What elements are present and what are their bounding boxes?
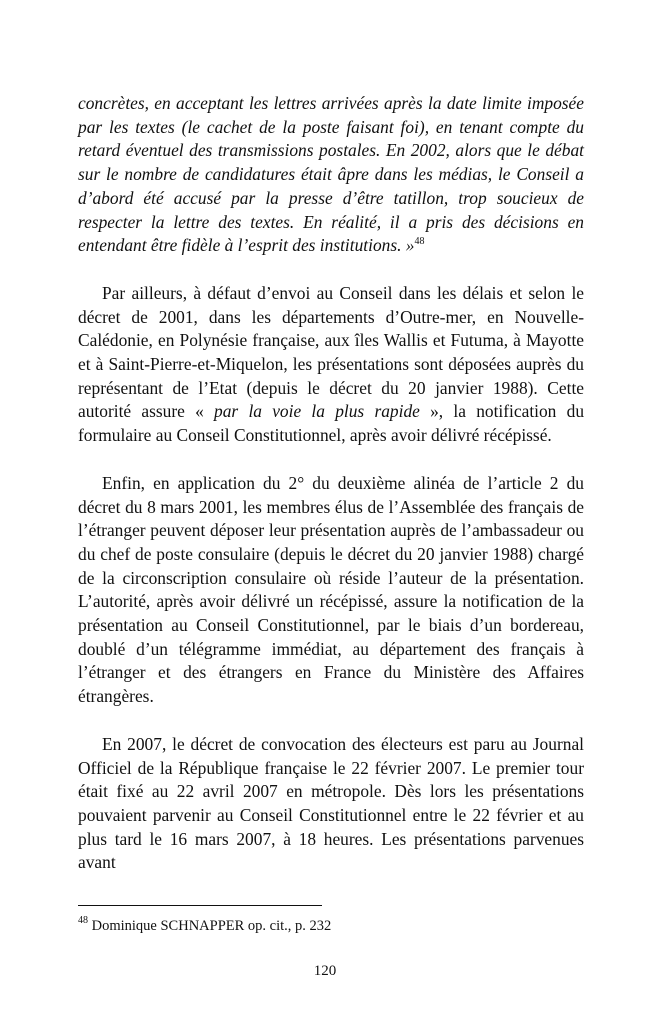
paragraph-2007 (78, 733, 584, 875)
footnote-number: 48 (78, 915, 88, 926)
emphasis-text: par la voie la plus rapide (214, 401, 420, 422)
paragraph-outre-mer (78, 282, 584, 448)
quote-paragraph (78, 92, 584, 258)
footnote-reference[interactable]: 48 (414, 236, 425, 248)
paragraph-text: », la notification du formulaire au Conseil Constitutionnel, après avoir délivré récépissé. (78, 401, 585, 446)
paragraph-etranger (78, 472, 584, 709)
footnote-separator (78, 905, 322, 906)
page-body (78, 92, 584, 875)
paragraph-text: Enfin, en application du 2° du deuxième alinéa de l’article 2 du décret du 8 mars 2001, les membres élus de l’Assemblée des français de l’étranger peuvent déposer leur présentation auprès de l’ambassadeur ou du chef de poste consulaire (depuis le décret du 20 janvier 1988) chargé de la circonscription consulaire où réside l’auteur de la présentation. L’autorité, après avoir délivré un récépissé, assure la notification de la présentation au Conseil Constitutionnel, par le biais d’un bordereau, doublé d’un télégramme immédiat, au département des français à l’étranger et des étrangers en France du Ministère des Affaires étrangères. (78, 472, 584, 707)
page-number: 120 (313, 963, 337, 979)
paragraph-text: Par ailleurs, à défaut d’envoi au Conseil dans les délais et selon le décret de 2001, dans les départements d’Outre-mer, en Nouvelle-Calédonie, en Polynésie française, aux îles Wallis et Futuma, à Mayotte et à Saint-Pierre-et-Miquelon, les présentations sont déposées auprès du représentant de l’Etat (depuis le décret du 20 janvier 1988). Cette autorité assure « (78, 282, 584, 422)
paragraph-text: En 2007, le décret de convocation des électeurs est paru au Journal Officiel de la République française le 22 février 2007. Le premier tour était fixé au 22 avril 2007 en métropole. Dès lors les présentations pouvaient parvenir au Conseil Constitutionnel entre le 22 février et au plus tard le 16 mars 2007, à 18 heures. Les présentations parvenues avant (78, 733, 584, 873)
footnote (78, 917, 331, 935)
footnote-text: Dominique SCHNAPPER op. cit., p. 232 (88, 918, 332, 934)
quote-text: concrètes, en acceptant les lettres arrivées après la date limite imposée par les textes (le cachet de la poste faisant foi), en tenant compte du retard éventuel des transmissions postales. En 2002, alors que le débat sur le nombre de candidatures était âpre dans les médias, le Conseil a d’abord été accusé par la presse d’être tatillon, trop soucieux de respecter la lettre des textes. En réalité, il a pris des décisions en entendant être fidèle à l’esprit des institutions. » (78, 93, 584, 256)
